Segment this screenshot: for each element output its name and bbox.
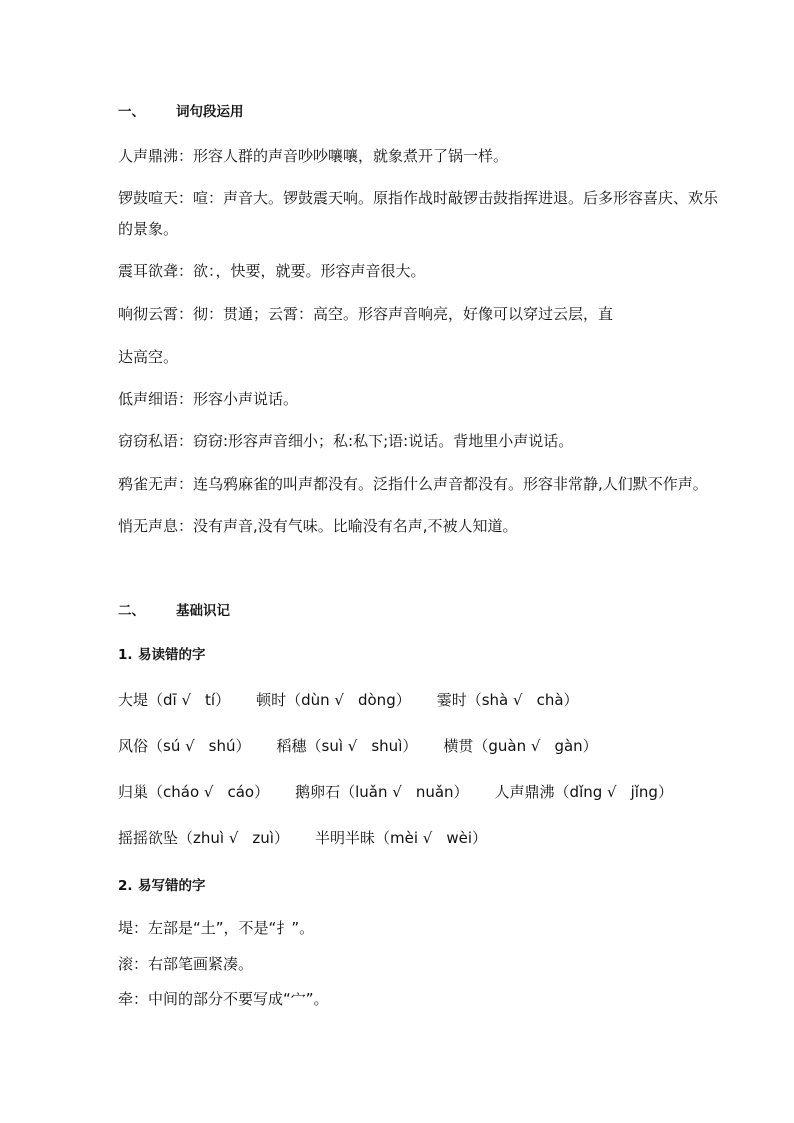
wrong-option: tí） <box>205 691 231 709</box>
subsection-1-number: 1. <box>118 647 133 663</box>
idiom-line: 鸦雀无声：连乌鸦麻雀的叫声都没有。泛指什么声音都没有。形容非常静,人们默不作声。 <box>118 475 708 493</box>
correct-option: （guàn √ <box>473 737 541 755</box>
word: 摇摇欲坠 <box>118 829 179 847</box>
pronunciation-item <box>118 690 230 710</box>
word: 霎时 <box>436 691 467 709</box>
idiom-line: 人声鼎沸：形容人群的声音吵吵嚷嚷，就象煮开了锅一样。 <box>118 147 509 165</box>
subsection-1-heading <box>118 645 206 665</box>
subsection-2-number: 2. <box>118 878 133 894</box>
subsection-2-title: 易写错的字 <box>138 878 206 894</box>
idiom-line-continued: 的景象。 <box>118 220 179 238</box>
pronunciation-item <box>295 782 468 802</box>
correct-option: （sú √ <box>148 737 195 755</box>
word: 风俗 <box>118 737 149 755</box>
correct-option: （luǎn √ <box>340 783 402 801</box>
writing-tip-line: 牵：中间的部分不要写成“宀”。 <box>118 990 329 1008</box>
wrong-option: dòng） <box>357 691 411 709</box>
wrong-option: gàn） <box>554 737 598 755</box>
idiom-line: 窃窃私语：窃窃:形容声音细小；私:私下;语:说话。背地里小声说话。 <box>118 432 574 450</box>
section-2-heading <box>118 601 230 621</box>
pronunciation-item <box>118 828 289 848</box>
word: 稻穗 <box>276 737 307 755</box>
section-2-number: 二、 <box>118 603 145 619</box>
pronunciation-item <box>443 736 597 756</box>
pronunciation-row <box>118 828 513 848</box>
idiom-line: 悄无声息：没有声音,没有气味。比喻没有名声,不被人知道。 <box>118 517 518 535</box>
pronunciation-item <box>277 736 418 756</box>
word: 归巢 <box>118 783 149 801</box>
correct-option: （shà √ <box>466 691 523 709</box>
wrong-option: nuǎn） <box>415 783 469 801</box>
correct-option: （dǐng √ <box>554 783 617 801</box>
idiom-line: 震耳欲聋：欲：，快要，就要。形容声音很大。 <box>118 262 426 280</box>
writing-tip-line: 堤：左部是“土”，不是“扌”。 <box>118 919 315 937</box>
section-1-number: 一、 <box>118 104 145 120</box>
pronunciation-item <box>256 690 411 710</box>
correct-option: （mèi √ <box>374 829 433 847</box>
pronunciation-row <box>118 690 605 710</box>
word: 半明半昧 <box>314 829 375 847</box>
pronunciation-row <box>118 736 624 756</box>
pronunciation-item <box>315 828 487 848</box>
wrong-option: zuì） <box>252 829 289 847</box>
idiom-line: 响彻云霄：彻：贯通；云霄：高空。形容声音响亮，好像可以穿过云层，直 <box>118 305 614 323</box>
word: 鹅卵石 <box>295 783 341 801</box>
word: 人声鼎沸 <box>494 783 555 801</box>
correct-option: （dī √ <box>148 691 192 709</box>
word: 顿时 <box>256 691 287 709</box>
pronunciation-item <box>495 782 673 802</box>
pronunciation-item <box>118 736 251 756</box>
idiom-line: 锣鼓喧天：喧：声音大。锣鼓震天响。原指作战时敲锣击鼓指挥进退。后多形容喜庆、欢乐 <box>118 189 719 207</box>
wrong-option: jǐng） <box>630 783 673 801</box>
wrong-option: shú） <box>208 737 251 755</box>
writing-tip-line: 滚：右部笔画紧凑。 <box>118 955 254 973</box>
section-2-title: 基础识记 <box>176 603 230 619</box>
subsection-2-heading <box>118 876 206 896</box>
wrong-option: wèi） <box>446 829 487 847</box>
idiom-line: 低声细语：形容小声说话。 <box>118 390 299 408</box>
idiom-line-continued: 达高空。 <box>118 348 179 366</box>
correct-option: （zhuì √ <box>178 829 239 847</box>
wrong-option: shuì） <box>371 737 418 755</box>
pronunciation-row <box>118 782 673 802</box>
word: 横贯 <box>443 737 474 755</box>
pronunciation-item <box>437 690 579 710</box>
subsection-1-title: 易读错的字 <box>138 647 206 663</box>
correct-option: （suì √ <box>306 737 358 755</box>
correct-option: （cháo √ <box>148 783 214 801</box>
pronunciation-item <box>118 782 269 802</box>
section-1-title: 词句段运用 <box>176 104 244 120</box>
wrong-option: chà） <box>536 691 579 709</box>
wrong-option: cáo） <box>227 783 270 801</box>
word: 大堤 <box>118 691 149 709</box>
section-1-heading <box>118 102 244 122</box>
correct-option: （dùn √ <box>286 691 344 709</box>
